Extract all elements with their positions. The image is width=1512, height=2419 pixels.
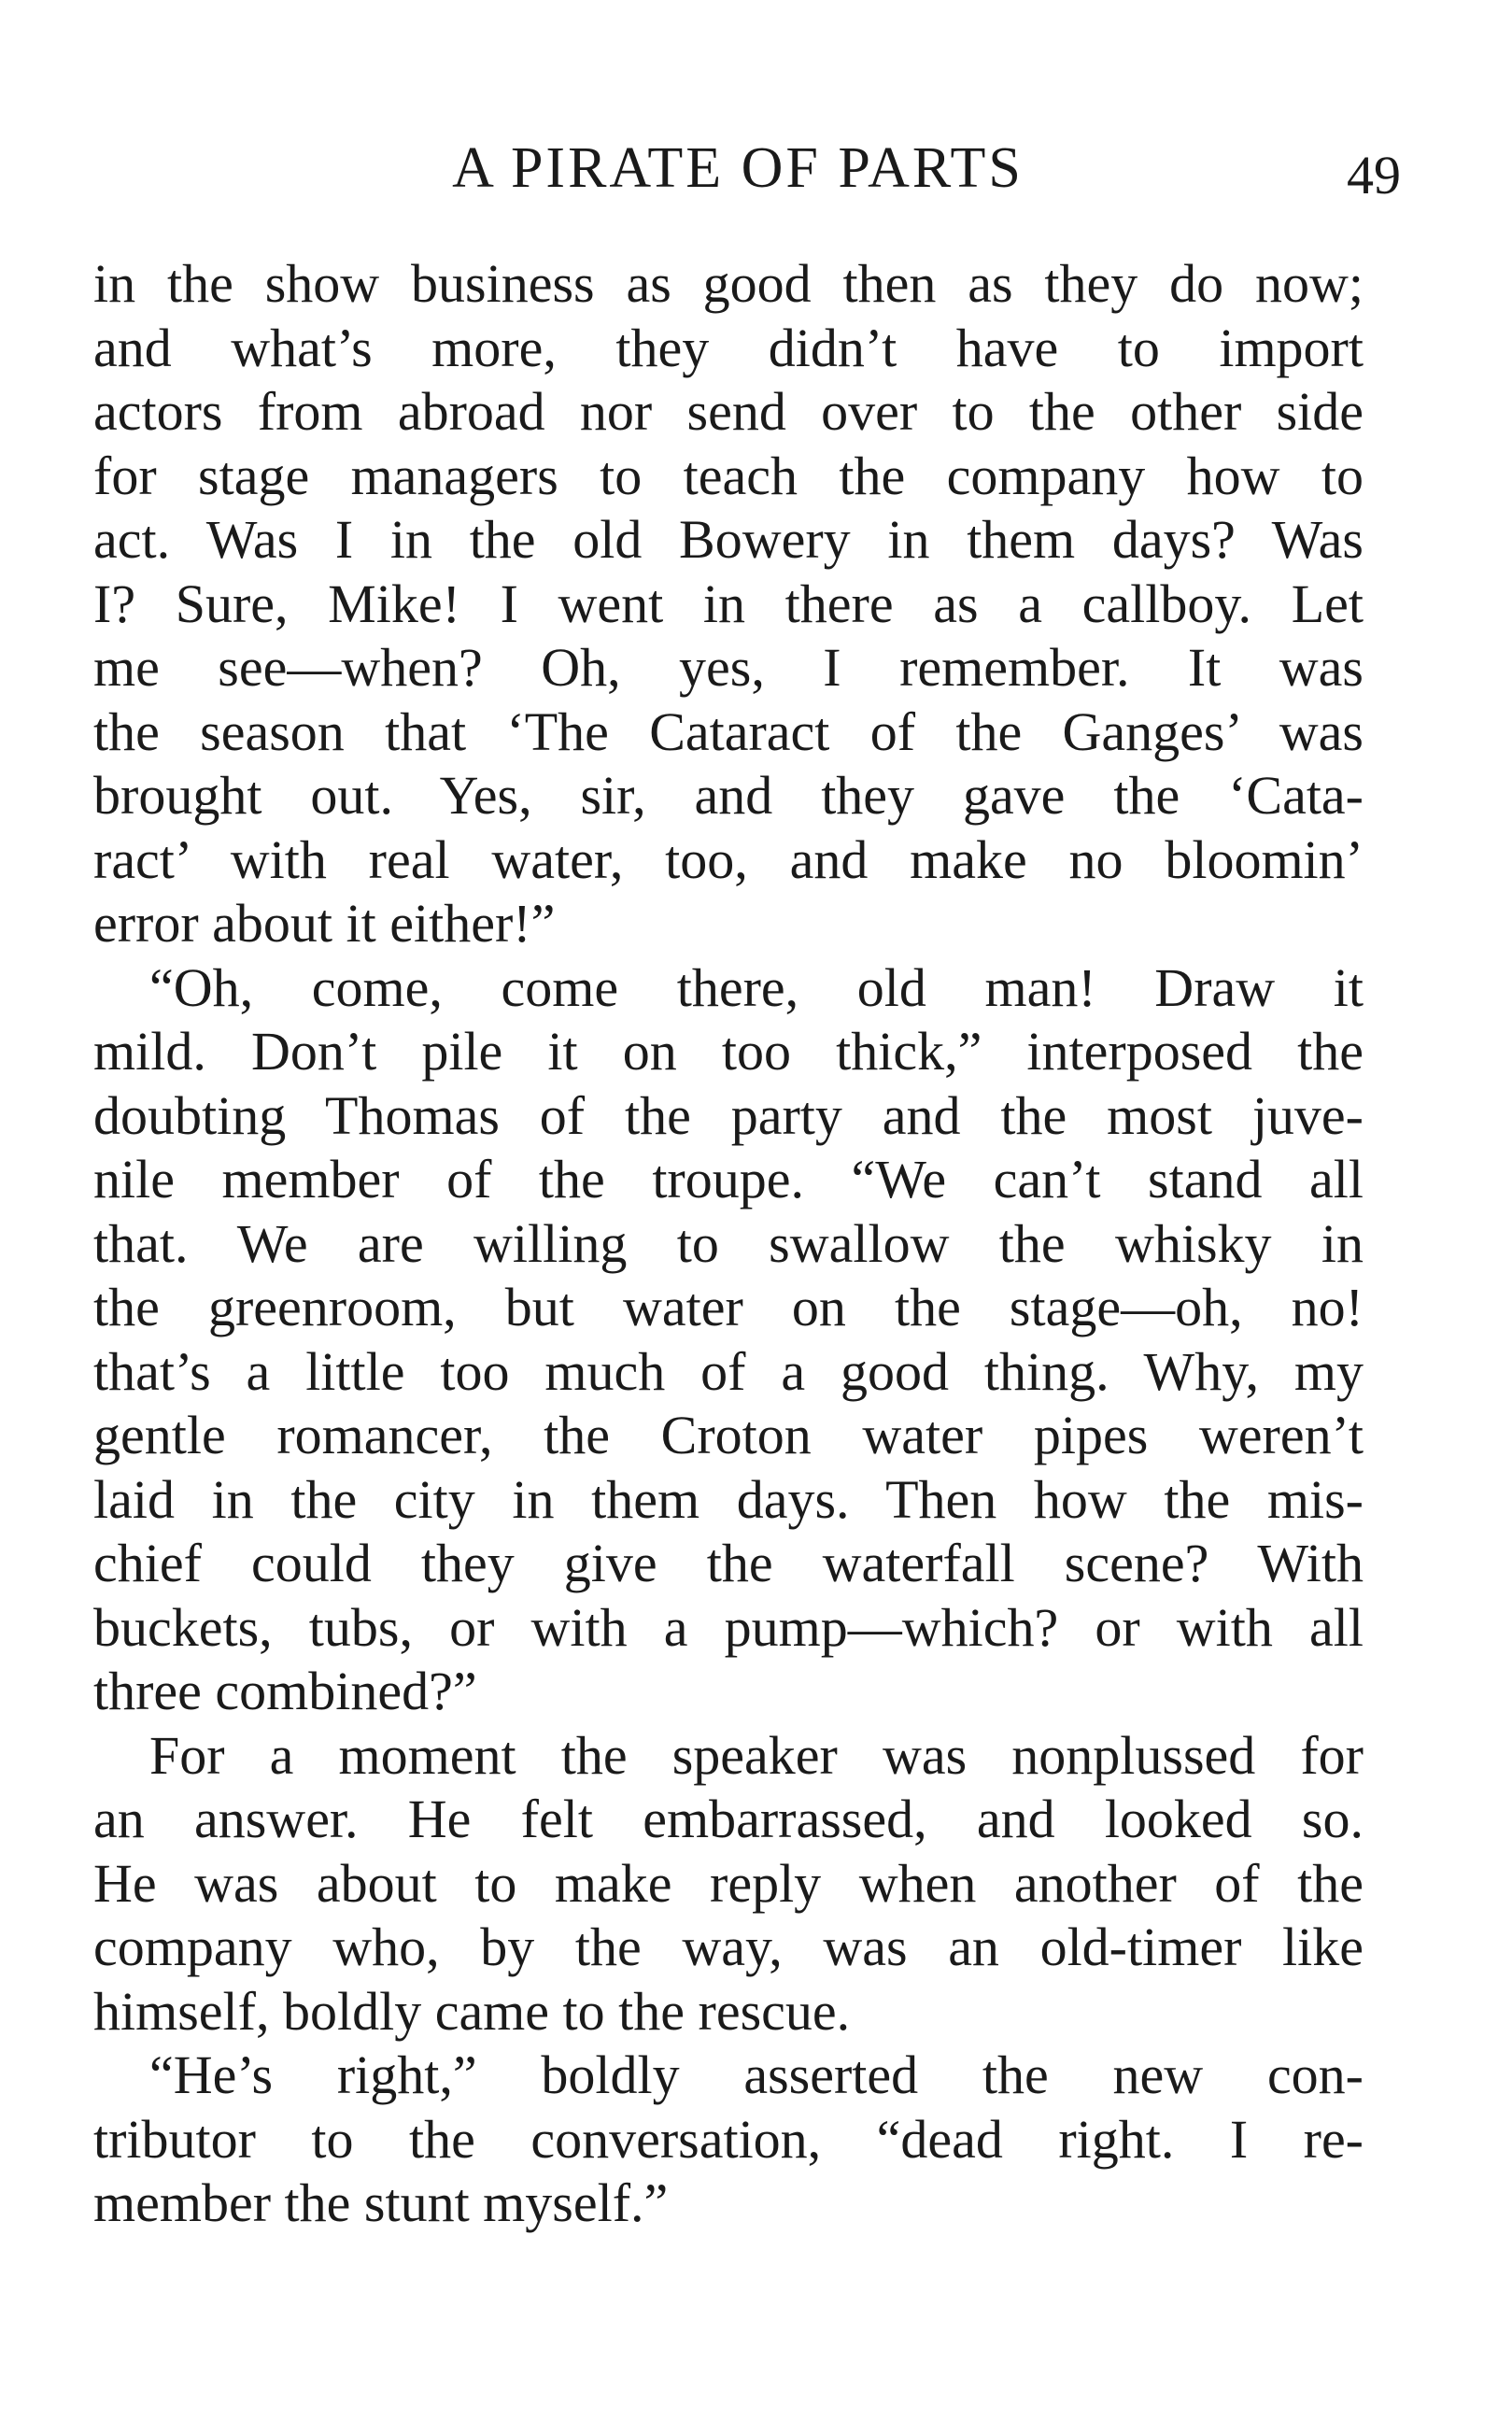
text-line: I? Sure, Mike! I went in there as a callboy. Let bbox=[93, 573, 1364, 634]
text-line: that. We are willing to swallow the whisky in bbox=[93, 1212, 1364, 1274]
text-line: chief could they give the waterfall scene? With bbox=[93, 1533, 1364, 1593]
text-line: For a moment the speaker was nonplussed for bbox=[149, 1724, 1364, 1786]
text-line: member the stunt myself.” bbox=[93, 2172, 669, 2233]
text-line: actors from abroad nor send over to the other side bbox=[93, 381, 1364, 442]
text-line: company who, by the way, was an old-timer like bbox=[93, 1917, 1364, 1977]
body-text bbox=[93, 252, 1364, 2236]
text-line: laid in the city in them days. Then how the mis- bbox=[93, 1468, 1364, 1530]
text-line: buckets, tubs, or with a pump—which? or with all bbox=[93, 1596, 1364, 1658]
text-line: error about it either!” bbox=[93, 893, 556, 954]
text-line: “He’s right,” boldly asserted the new con- bbox=[149, 2044, 1364, 2105]
text-line: three combined?” bbox=[93, 1661, 477, 1721]
text-line: the greenroom, but water on the stage—oh, no! bbox=[93, 1277, 1364, 1337]
text-line: the season that ‘The Cataract of the Ganges’ was bbox=[93, 700, 1364, 762]
text-line: He was about to make reply when another of the bbox=[93, 1852, 1364, 1914]
page-header bbox=[93, 131, 1401, 205]
text-line: an answer. He felt embarrassed, and looked so. bbox=[93, 1789, 1364, 1849]
text-line: that’s a little too much of a good thing. Why, my bbox=[93, 1340, 1364, 1402]
text-line: gentle romancer, the Croton water pipes weren’t bbox=[93, 1405, 1364, 1465]
text-line: act. Was I in the old Bowery in them days? Was bbox=[93, 509, 1364, 570]
running-title: A PIRATE OF PARTS bbox=[452, 136, 1024, 200]
text-line: and what’s more, they didn’t have to import bbox=[93, 317, 1364, 378]
text-line: ract’ with real water, too, and make no bloomin’ bbox=[93, 828, 1364, 890]
text-line: “Oh, come, come there, old man! Draw it bbox=[149, 956, 1364, 1018]
text-line: brought out. Yes, sir, and they gave the ‘Cata- bbox=[93, 765, 1364, 826]
page-number: 49 bbox=[1347, 145, 1401, 205]
text-line: doubting Thomas of the party and the most juve- bbox=[93, 1084, 1364, 1146]
text-line: himself, boldly came to the rescue. bbox=[93, 1980, 851, 2042]
text-line: me see—when? Oh, yes, I remember. It was bbox=[93, 637, 1364, 698]
text-line: tributor to the conversation, “dead right. I re- bbox=[93, 2108, 1364, 2170]
text-line: mild. Don’t pile it on too thick,” interposed the bbox=[93, 1021, 1364, 1082]
text-line: nile member of the troupe. “We can’t stand all bbox=[93, 1149, 1364, 1210]
text-line: in the show business as good then as they do now; bbox=[93, 253, 1364, 314]
text-line: for stage managers to teach the company how to bbox=[93, 445, 1364, 506]
